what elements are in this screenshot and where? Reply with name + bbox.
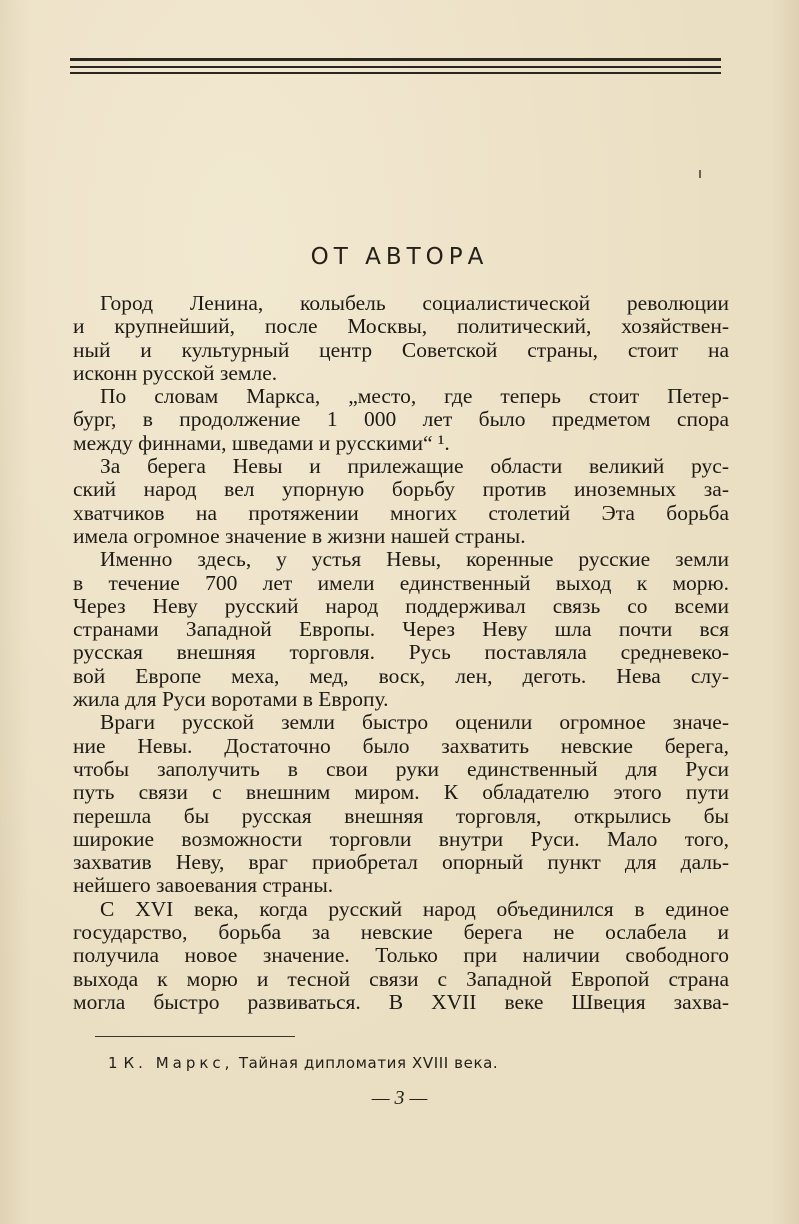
text-line: ский народ вел упорную борьбу против иноземных за- [73,477,729,502]
text-line: ние Невы. Достаточно было захватить невские берега, [73,733,729,758]
text-line: русская внешняя торговля. Русь поставляла средневеко- [73,640,729,665]
text-line: нейшего завоевания страны. [73,873,334,898]
text-line: Через Неву русский народ поддерживал связь со всеми [73,593,729,618]
footnote [108,1054,498,1072]
text-line: получила новое значение. Только при наличии свободного [73,943,729,968]
chapter-title: ОТ АВТОРА [310,244,489,270]
text-line: бург, в продолжение 1 000 лет было предметом спора [73,407,729,432]
text-line: выхода к морю и тесной связи с Западной Европой страна [73,966,729,991]
text-line: широкие возможности торговли внутри Руси. Мало того, [73,826,729,851]
footnote-author: К. Маркс, [123,1054,234,1072]
text-line: ный и культурный центр Советской страны, стоит на [73,337,729,362]
text-line: и крупнейший, после Москвы, политический, хозяйствен- [73,314,729,339]
header-rule [70,72,721,74]
text-line: С XVI века, когда русский народ объединился в единое [100,896,729,921]
text-line: Город Ленина, колыбель социалистической революции [100,291,729,315]
paragraph [73,385,729,455]
footnote-separator [95,1036,295,1037]
text-line: По словам Маркса, „место, где теперь стоит Петер- [100,384,729,409]
text-line: государство, борьба за невские берега не ослабела и [73,920,729,945]
paragraph [73,292,729,385]
text-line: За берега Невы и прилежащие области великий рус- [100,454,729,479]
print-speck [699,170,701,178]
header-rule [70,66,721,68]
text-line: странами Западной Европы. Через Неву шла почти вся [73,617,729,642]
paragraph [73,455,729,548]
paragraph [73,548,729,711]
text-line: захватив Неву, враг приобретал опорный пункт для даль- [73,850,729,875]
text-line: могла быстро развиваться. В XVII веке Швеция захва- [73,989,729,1014]
paragraph [73,711,729,897]
text-line: вой Европе меха, мед, воск, лен, деготь. Нева слу- [73,663,729,688]
page-number: — 3 — [371,1087,428,1109]
text-line: хватчиков на протяжении многих столетий Эта борьба [73,500,729,525]
header-rules [70,58,721,74]
text-line: чтобы заполучить в свои руки единственный для Руси [73,756,729,781]
body-text [73,292,729,1014]
text-line: Враги русской земли быстро оценили огромное значе- [100,710,729,735]
paragraph [73,898,729,1014]
text-line: имела огромное значение в жизни нашей страны. [73,523,526,548]
text-line: путь связи с внешним миром. К обладателю этого пути [73,780,729,805]
text-line: исконн русской земле. [73,360,278,385]
footnote-number: 1 [108,1054,119,1072]
text-line: жила для Руси воротами в Европу. [73,687,389,712]
text-line: в течение 700 лет имели единственный выход к морю. [73,570,729,595]
text-line: перешла бы русская внешняя торговля, открылись бы [73,803,729,828]
footnote-work: Тайная дипломатия XVIII века. [238,1054,499,1072]
text-line: между финнами, шведами и русскими“ ¹. [73,430,450,455]
text-line: Именно здесь, у устья Невы, коренные русские земли [100,547,729,572]
header-rule [70,58,721,61]
